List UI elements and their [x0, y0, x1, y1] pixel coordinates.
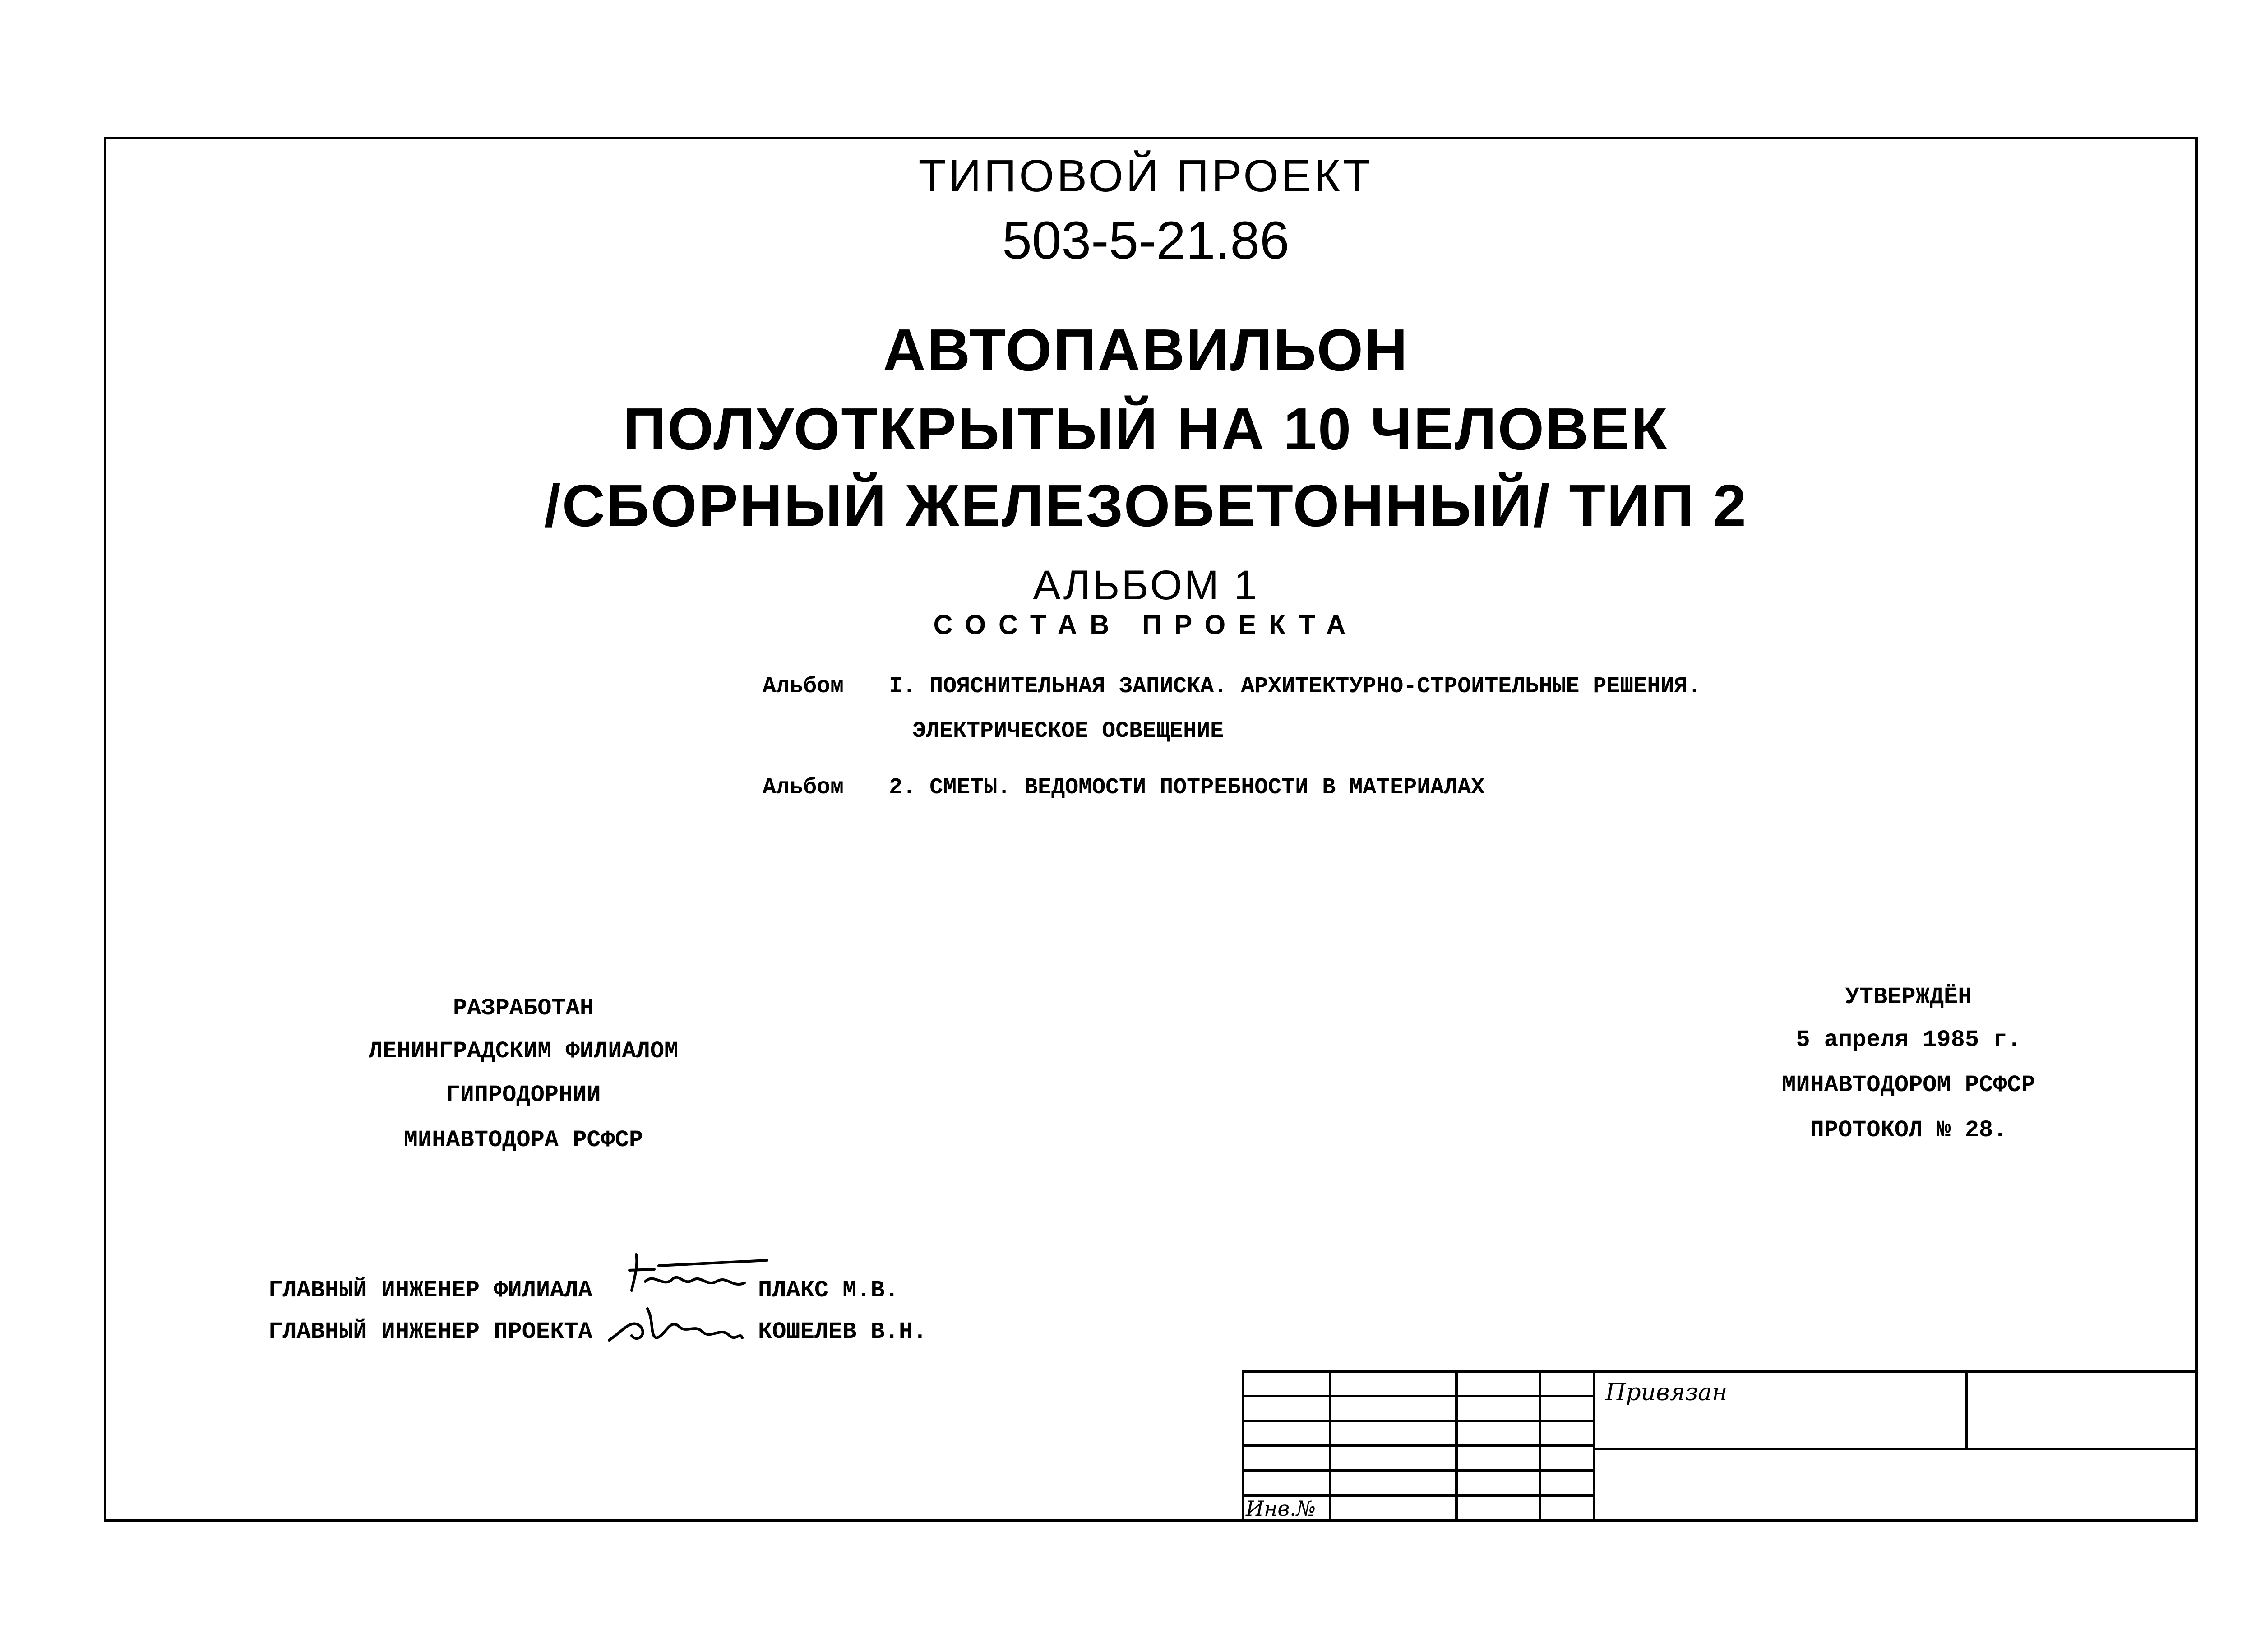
album-item-label: Альбом — [763, 674, 844, 699]
title-block-stamp — [1242, 1370, 2198, 1522]
signature-handwritten — [605, 1300, 744, 1354]
album-item-number: 2. — [889, 775, 916, 801]
developer-ministry: МИНАВТОДОРА РСФСР — [403, 1127, 643, 1153]
project-type-label: ТИПОВОЙ ПРОЕКТ — [918, 151, 1373, 201]
contents-heading: СОСТАВ ПРОЕКТА — [933, 610, 1359, 640]
album-item-text: СМЕТЫ. ВЕДОМОСТИ ПОТРЕБНОСТИ В МАТЕРИАЛАХ — [929, 775, 1485, 801]
signatory-name: КОШЕЛЕВ В.Н. — [758, 1319, 927, 1345]
list-item — [763, 674, 1701, 699]
developer-org: ЛЕНИНГРАДСКИМ ФИЛИАЛОМ — [368, 1038, 679, 1064]
signature-handwritten — [627, 1248, 776, 1302]
list-item-continuation: ЭЛЕКТРИЧЕСКОЕ ОСВЕЩЕНИЕ — [912, 718, 1224, 744]
title-line-1: АВТОПАВИЛЬОН — [883, 317, 1409, 383]
album-item-label: Альбом — [763, 775, 844, 801]
approved-by: МИНАВТОДОРОМ РСФСР — [1782, 1072, 2035, 1098]
title-line-2: ПОЛУОТКРЫТЫЙ НА 10 ЧЕЛОВЕК — [623, 396, 1669, 462]
signature-role: ГЛАВНЫЙ ИНЖЕНЕР ФИЛИАЛА — [268, 1277, 592, 1304]
inventory-label: Инв.№ — [1246, 1496, 1316, 1521]
developer-institute: ГИПРОДОРНИИ — [446, 1082, 601, 1108]
signature-role: ГЛАВНЫЙ ИНЖЕНЕР ПРОЕКТА — [268, 1319, 592, 1345]
list-item — [763, 775, 1484, 801]
developed-label: РАЗРАБОТАН — [453, 995, 594, 1022]
approved-label: УТВЕРЖДЁН — [1845, 984, 1972, 1010]
title-line-3: /СБОРНЫЙ ЖЕЛЕЗОБЕТОННЫЙ/ ТИП 2 — [544, 472, 1747, 539]
bound-label: Привязан — [1605, 1379, 1728, 1406]
project-number: 503-5-21.86 — [1002, 211, 1290, 270]
signatory-name: ПЛАКС М.В. — [758, 1277, 899, 1304]
approved-date: 5 апреля 1985 г. — [1796, 1027, 2021, 1053]
album-item-text: ПОЯСНИТЕЛЬНАЯ ЗАПИСКА. АРХИТЕКТУРНО-СТРОИТЕЛЬНЫЕ РЕШЕНИЯ. — [929, 674, 1701, 699]
album-label: АЛЬБОМ 1 — [1033, 562, 1259, 608]
album-item-number: I. — [889, 674, 916, 699]
approved-protocol: ПРОТОКОЛ № 28. — [1810, 1117, 2007, 1143]
